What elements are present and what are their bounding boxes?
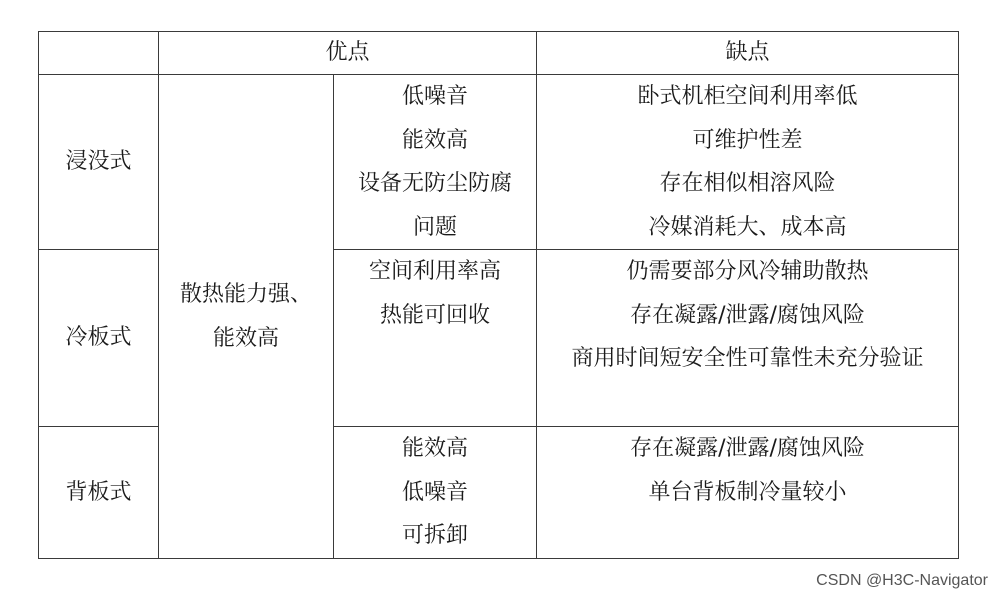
disadvantages-cell-immersion [537,75,959,250]
disadvantage-item: 存在相似相溶风险 [659,171,836,196]
disadvantage-item: 商用时间短安全性可靠性未充分验证 [571,346,924,371]
advantage-item: 热能可回收 [380,302,491,328]
disadvantage-item: 存在凝露/泄露/腐蚀风险 [630,436,865,461]
row-type-cold-plate: 冷板式 [39,250,159,427]
row-type-immersion: 浸没式 [39,75,159,250]
advantages-cell-immersion [334,75,537,250]
comparison-table-container [38,31,959,559]
header-advantages: 优点 [159,32,537,75]
table-header-row [39,32,959,75]
advantage-item: 能效高 [402,127,469,153]
disadvantage-item: 仍需要部分风冷辅助散热 [626,259,869,284]
disadvantage-item: 卧式机柜空间利用率低 [637,84,858,109]
header-disadvantages: 缺点 [537,32,959,75]
advantage-item: 问题 [413,214,458,240]
header-corner-cell [39,32,159,75]
disadvantage-item: 单台背板制冷量较小 [648,479,847,505]
advantage-item: 低噪音 [402,479,469,505]
disadvantage-item: 冷媒消耗大、成本高 [648,214,847,240]
shared-advantage-cell [159,75,334,559]
advantages-cell-rear-door [334,427,537,559]
advantage-item: 空间利用率高 [369,259,502,284]
csdn-watermark: CSDN @H3C-Navigator [816,572,988,589]
cooling-comparison-table [38,31,959,559]
advantage-item: 设备无防尘防腐 [358,171,513,196]
disadvantages-cell-cold-plate [537,250,959,427]
disadvantage-item: 可维护性差 [692,127,803,153]
shared-advantage-line: 散热能力强、 [179,282,312,307]
advantage-item: 可拆卸 [402,523,469,548]
disadvantages-cell-rear-door [537,427,959,559]
advantage-item: 能效高 [402,436,469,461]
disadvantage-item: 存在凝露/泄露/腐蚀风险 [630,302,865,328]
advantage-item: 低噪音 [402,84,469,109]
shared-advantage-line: 能效高 [212,325,279,351]
table-row-immersion [39,75,959,250]
advantages-cell-cold-plate [334,250,537,427]
row-type-rear-door: 背板式 [39,427,159,559]
